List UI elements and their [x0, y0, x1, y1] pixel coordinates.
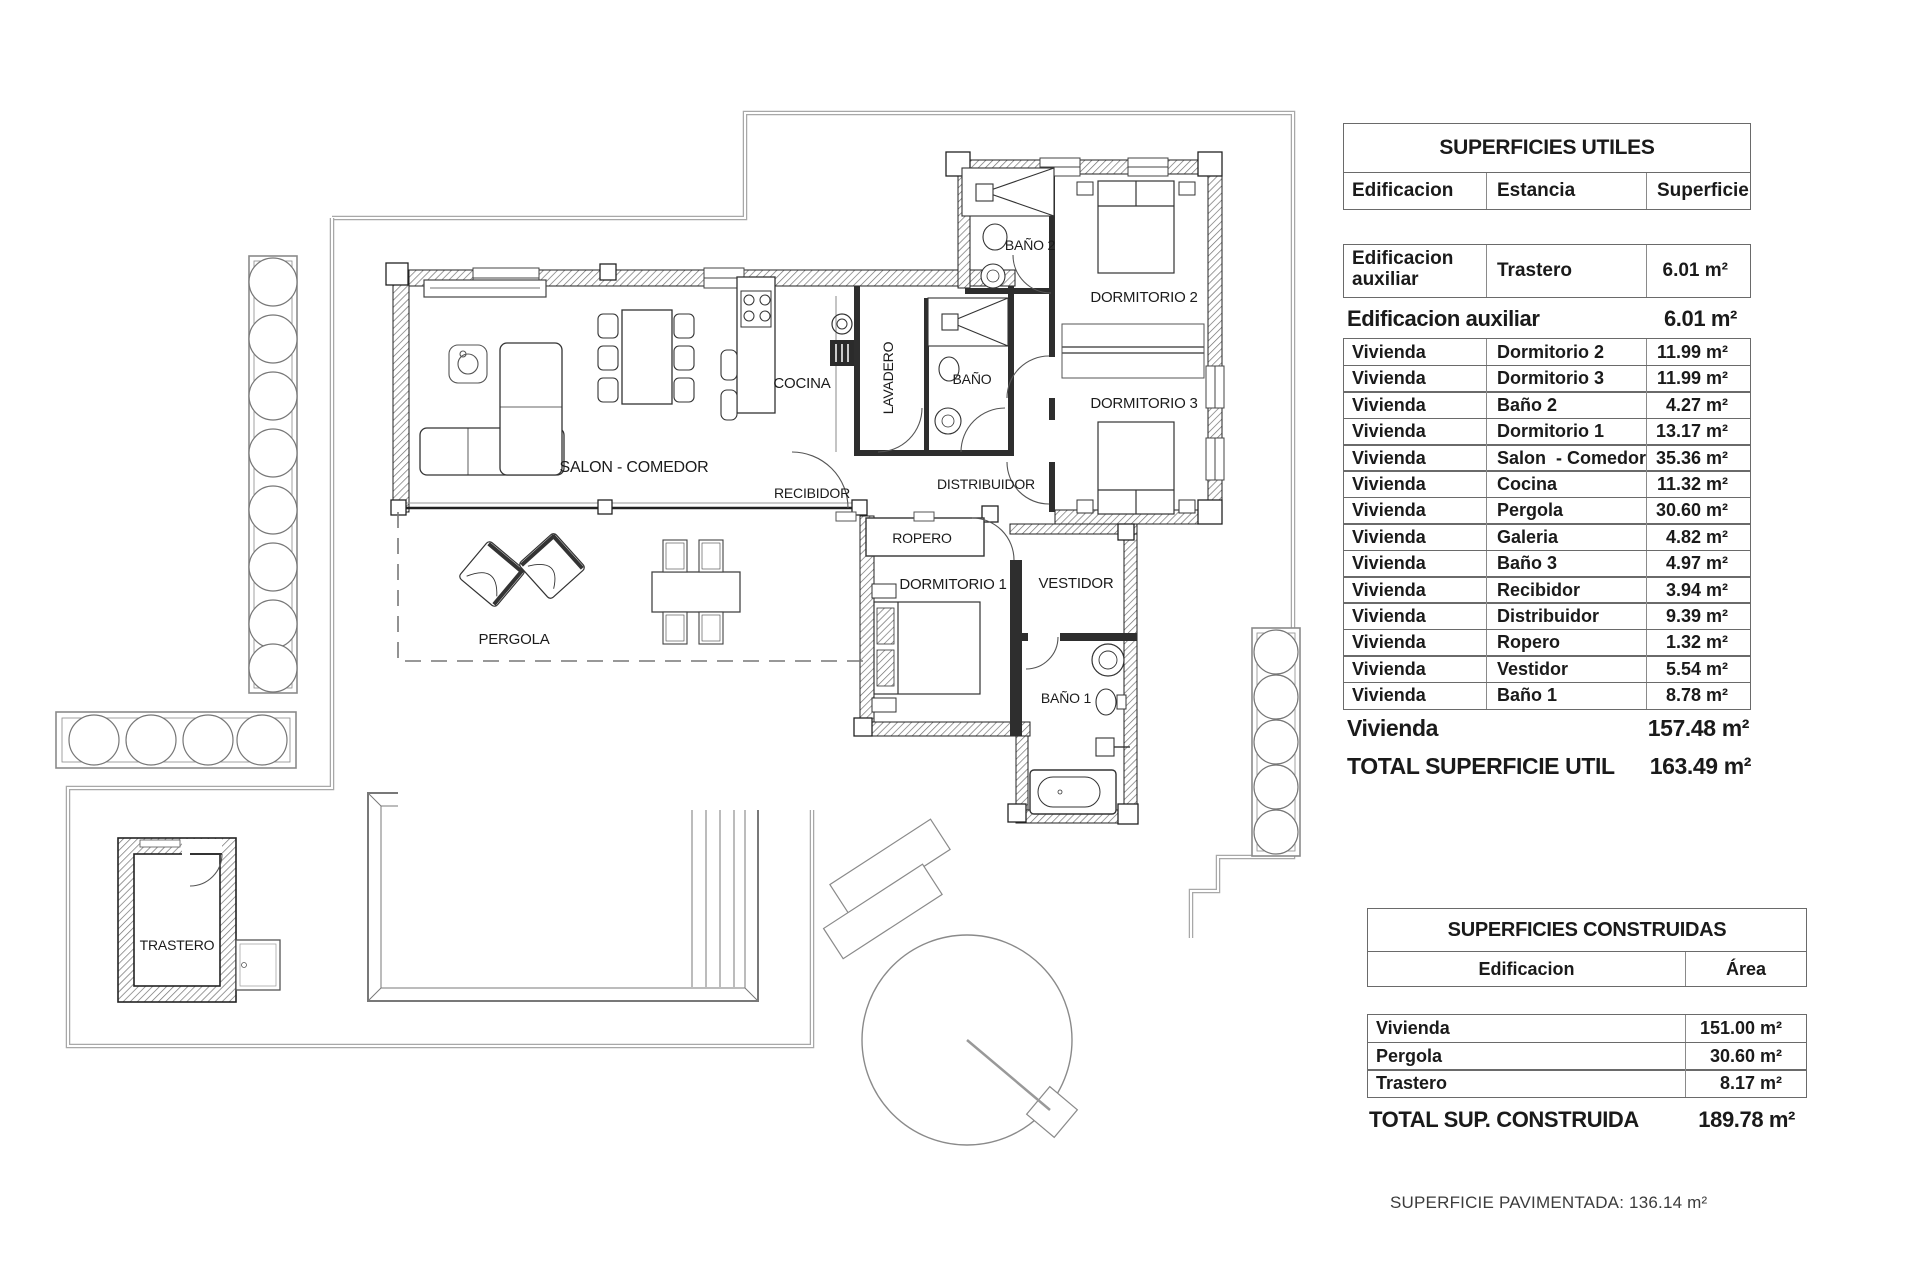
room-label: DORMITORIO 1 — [899, 576, 1007, 593]
table-row: Vivienda Dormitorio 1 13.17 m² — [1343, 418, 1751, 446]
room-label: SALON - COMEDOR — [559, 459, 709, 476]
bedroom-closets — [1062, 324, 1204, 378]
room-label: COCINA — [773, 375, 831, 392]
room-label: TRASTERO — [139, 937, 215, 953]
column-header-estancia: Estancia — [1487, 173, 1647, 209]
room-label: VESTIDOR — [1038, 575, 1114, 592]
table-title: SUPERFICIES CONSTRUIDAS — [1367, 908, 1807, 952]
table-row: Vivienda Baño 3 4.97 m² — [1343, 550, 1751, 578]
table-row: Vivienda Vestidor 5.54 m² — [1343, 655, 1751, 683]
pool — [368, 793, 758, 1001]
table-header — [1343, 173, 1751, 210]
table-row: Trastero 8.17 m² — [1367, 1069, 1807, 1098]
column-header-superficie: Superficie — [1657, 180, 1749, 201]
room-label: DORMITORIO 3 — [1090, 395, 1198, 412]
table-row: Edificacion auxiliar Trastero 6.01 m² — [1343, 244, 1751, 298]
table-row: Vivienda Baño 2 4.27 m² — [1343, 391, 1751, 419]
total-construida-row: TOTAL SUP. CONSTRUIDA 189.78 m² — [1369, 1107, 1795, 1133]
planter-left — [249, 256, 297, 693]
table-title: SUPERFICIES UTILES — [1343, 123, 1751, 173]
table-row: Vivienda Pergola 30.60 m² — [1343, 497, 1751, 525]
room-label: BAÑO — [952, 371, 992, 387]
subtotal-vivienda-row: Vivienda 157.48 m² — [1347, 715, 1749, 742]
planter-right — [1252, 628, 1300, 856]
bed-dormitorio-1 — [872, 584, 980, 712]
column-header-edificacion: Edificacion — [1344, 173, 1487, 209]
construidas-rows — [1367, 1014, 1807, 1098]
dining-table — [598, 310, 694, 404]
trastero-building — [118, 838, 280, 1002]
sideboard — [424, 280, 546, 297]
room-label: BAÑO 1 — [1040, 690, 1092, 706]
table-row: Vivienda Ropero 1.32 m² — [1343, 629, 1751, 657]
table-header — [1367, 952, 1807, 987]
table-row: Vivienda 151.00 m² — [1367, 1014, 1807, 1043]
room-label: ROPERO — [892, 530, 952, 546]
total-util-row: TOTAL SUPERFICIE UTIL 163.49 m² — [1347, 753, 1751, 780]
column-header-area: Área — [1725, 958, 1767, 979]
subtotal-aux-row: Edificacion auxiliar 6.01 m² — [1347, 306, 1737, 331]
table-row: Vivienda Distribuidor 9.39 m² — [1343, 602, 1751, 630]
vivienda-rows — [1343, 338, 1751, 709]
table-row: Pergola 30.60 m² — [1367, 1042, 1807, 1071]
room-label: LAVADERO — [880, 341, 896, 415]
room-label: DORMITORIO 2 — [1090, 289, 1198, 306]
superficies-utiles-table — [1343, 123, 1751, 786]
planter-bottom — [56, 712, 296, 768]
table-row: Vivienda Galeria 4.82 m² — [1343, 523, 1751, 551]
room-label: BAÑO 2 — [1004, 237, 1056, 253]
table-row: Vivienda Dormitorio 2 11.99 m² — [1343, 338, 1751, 366]
water-deposit — [824, 819, 1078, 1145]
room-label: RECIBIDOR — [774, 485, 850, 501]
paved-surface-note: SUPERFICIE PAVIMENTADA: 136.14 m² — [1390, 1193, 1708, 1212]
table-row: Vivienda Salon - Comedor 35.36 m² — [1343, 444, 1751, 472]
table-row: Vivienda Dormitorio 3 11.99 m² — [1343, 365, 1751, 393]
superficies-construidas-table — [1367, 908, 1807, 1139]
table-row: Vivienda Recibidor 3.94 m² — [1343, 576, 1751, 604]
table-row: Vivienda Baño 1 8.78 m² — [1343, 682, 1751, 710]
column-header-edificacion: Edificacion — [1368, 952, 1686, 986]
room-label: PERGOLA — [478, 631, 550, 648]
room-label: DISTRIBUIDOR — [937, 476, 1035, 492]
table-row: Vivienda Cocina 11.32 m² — [1343, 470, 1751, 498]
